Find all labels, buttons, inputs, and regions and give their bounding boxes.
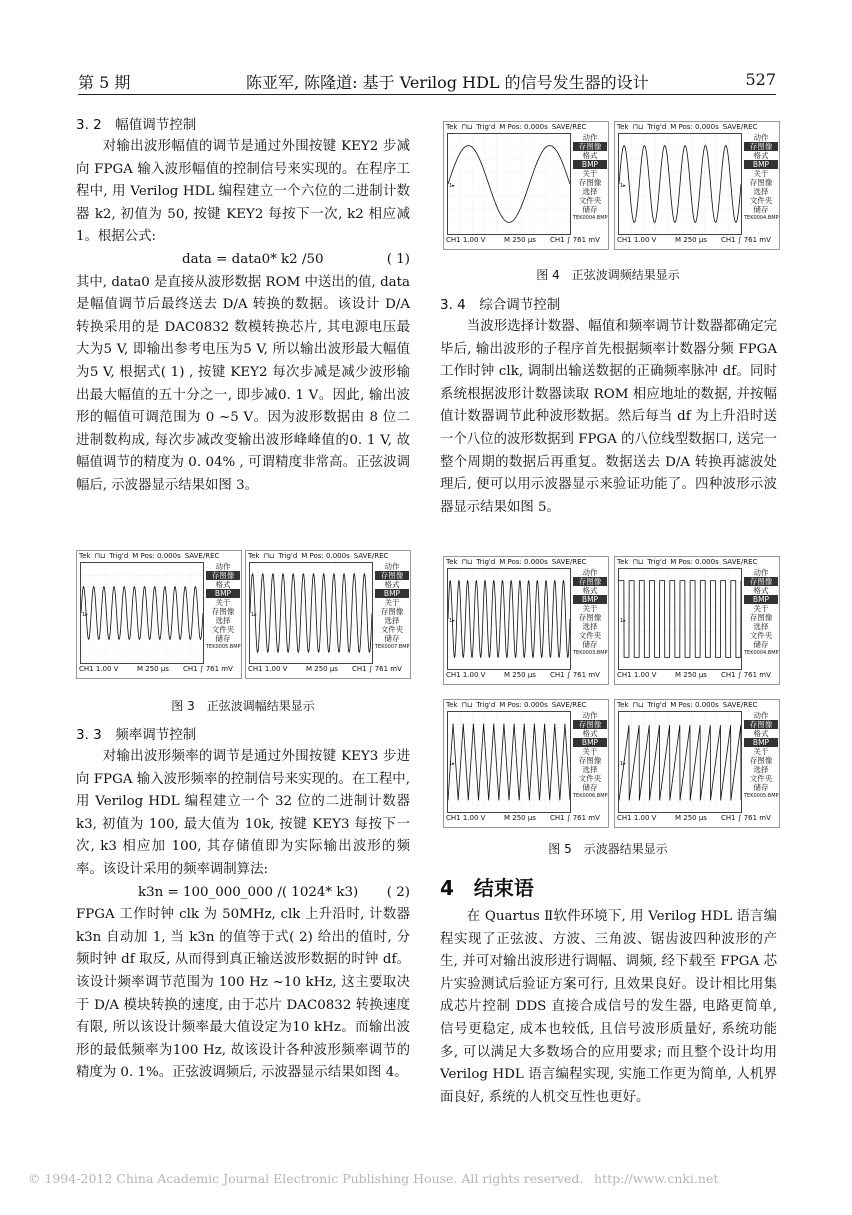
- channel-marker-icon: 1▸: [620, 761, 626, 767]
- equation-1-number: ( 1): [386, 251, 410, 267]
- menu-item-m3: 格式: [753, 586, 769, 595]
- ch1-scale: CH1 1.00 V: [248, 665, 288, 673]
- menu-item-m6: 存图像: [380, 607, 404, 616]
- trigger-status: Trig'd: [109, 552, 129, 560]
- trigger-status: Trig'd: [476, 123, 496, 131]
- menu-item-m6: 存图像: [578, 178, 602, 187]
- timebase: M 250 μs: [675, 671, 707, 679]
- copyright-text: © 1994-2012 China Academic Journal Electronic Publishing House. All rights reserved.: [28, 1171, 584, 1186]
- right-column-mid: [440, 294, 777, 519]
- channel-marker-icon: 1▸: [251, 612, 257, 618]
- channel-marker-icon: 1▸: [449, 618, 455, 624]
- position-readout: M Pos: 0.000s: [670, 123, 719, 131]
- menu-item-m9: 储存: [582, 205, 598, 214]
- brand-label: Tek: [617, 123, 629, 131]
- timebase: M 250 μs: [306, 665, 338, 673]
- menu-item-m6: 存图像: [749, 613, 773, 622]
- page-number: 527: [745, 70, 776, 89]
- brand-label: Tek: [446, 558, 458, 566]
- article-title: 陈亚军, 陈隆道: 基于 Verilog HDL 的信号发生器的设计: [246, 73, 649, 92]
- trigger-level: CH1 ∫ 761 mV: [721, 814, 771, 822]
- channel-marker-icon: 1▸: [620, 183, 626, 189]
- file-name: TEK0006.BMP: [573, 793, 608, 799]
- save-label: SAVE/REC: [722, 123, 758, 131]
- menu-item-m8: 文件夹: [578, 196, 602, 205]
- timebase: M 250 μs: [675, 814, 707, 822]
- scope-status-bar: [79, 551, 239, 561]
- menu-item-m8: 文件夹: [578, 631, 602, 640]
- trigger-level: CH1 ∫ 761 mV: [550, 671, 600, 679]
- menu-item-m4: BMP: [744, 595, 778, 604]
- ch1-scale: CH1 1.00 V: [79, 665, 119, 673]
- scope-screen: [618, 711, 742, 813]
- menu-item-m6: 存图像: [749, 756, 773, 765]
- menu-item-m8: 文件夹: [749, 774, 773, 783]
- menu-item-m4: BMP: [744, 160, 778, 169]
- menu-item-m5: 关于: [753, 169, 769, 178]
- equation-2: [76, 882, 410, 905]
- menu-item-m2: 存图像: [744, 142, 778, 151]
- trigger-icon: ⊓⊔: [632, 123, 644, 131]
- file-name: TEK0004.BMP: [744, 215, 779, 221]
- menu-item-m3: 格式: [582, 586, 598, 595]
- menu-item-m6: 存图像: [578, 613, 602, 622]
- save-label: SAVE/REC: [722, 701, 758, 709]
- left-column-bottom: [76, 724, 410, 1085]
- ch1-scale: CH1 1.00 V: [617, 671, 657, 679]
- section-3-2-title: 3. 2 幅值调节控制: [76, 117, 197, 133]
- menu-item-m8: 文件夹: [749, 631, 773, 640]
- position-readout: M Pos: 0.000s: [499, 123, 548, 131]
- timebase: M 250 μs: [504, 671, 536, 679]
- trigger-level: CH1 ∫ 761 mV: [550, 814, 600, 822]
- scope-side-menu: [573, 568, 607, 670]
- menu-item-m7: 选择: [753, 187, 769, 196]
- menu-item-m1: 动作: [582, 711, 598, 720]
- menu-item-m6: 存图像: [578, 756, 602, 765]
- trigger-icon: ⊓⊔: [461, 558, 473, 566]
- scope-screen: [447, 133, 571, 235]
- right-column-bottom: [440, 906, 777, 1109]
- trigger-status: Trig'd: [647, 558, 667, 566]
- position-readout: M Pos: 0.000s: [499, 558, 548, 566]
- scope-fig5d-sawtooth: [614, 699, 780, 828]
- scope-screen: [249, 562, 373, 664]
- scope-screen: [447, 568, 571, 670]
- scope-fig5c-triangle: [443, 699, 609, 828]
- save-label: SAVE/REC: [184, 552, 220, 560]
- menu-item-m2: 存图像: [744, 720, 778, 729]
- position-readout: M Pos: 0.000s: [670, 558, 719, 566]
- menu-item-m6: 存图像: [211, 607, 235, 616]
- menu-item-m4: BMP: [375, 589, 409, 598]
- menu-item-m3: 格式: [582, 729, 598, 738]
- trigger-level: CH1 ∫ 761 mV: [721, 236, 771, 244]
- menu-item-m7: 选择: [753, 765, 769, 774]
- menu-item-m9: 储存: [215, 634, 231, 643]
- section-3-4-para-1: 当波形选择计数器、幅值和频率调节计数器都确定完毕后, 输出波形的子程序首先根据频率计数器分频 FPGA 工作时钟 clk, 调制出输送数据的正确频率脉冲 df。同时系统根据波形计数器读取 ROM 相应地址的数据, 并按幅值计数器调节此种波形数据。然后每当 df 为上升沿时送一个八位的波形数据到 FPGA 的八位线型数据口, 送完一整个周期的数据后再重复。数据送去 D/A 转换再滤波处理后, 便可以用示波器显示来验证功能了。四种波形示波器显示结果如图 5。: [440, 319, 777, 515]
- menu-item-m4: BMP: [573, 160, 607, 169]
- copyright-footer: [28, 1171, 824, 1186]
- menu-item-m9: 储存: [753, 205, 769, 214]
- menu-item-m5: 关于: [384, 598, 400, 607]
- menu-item-m7: 选择: [215, 616, 231, 625]
- menu-item-m1: 动作: [384, 562, 400, 571]
- scope-side-menu: [744, 711, 778, 813]
- menu-item-m7: 选择: [384, 616, 400, 625]
- timebase: M 250 μs: [504, 814, 536, 822]
- brand-label: Tek: [617, 701, 629, 709]
- menu-item-m8: 文件夹: [749, 196, 773, 205]
- ch1-scale: CH1 1.00 V: [446, 671, 486, 679]
- menu-item-m8: 文件夹: [578, 774, 602, 783]
- trigger-status: Trig'd: [476, 701, 496, 709]
- running-header: [78, 68, 776, 95]
- timebase: M 250 μs: [504, 236, 536, 244]
- scope-side-menu: [375, 562, 409, 664]
- save-label: SAVE/REC: [551, 558, 587, 566]
- menu-item-m1: 动作: [753, 711, 769, 720]
- figure-4-caption: 图 4 正弦波调频结果显示: [536, 268, 680, 282]
- menu-item-m5: 关于: [582, 747, 598, 756]
- figure-3-caption: 图 3 正弦波调幅结果显示: [171, 699, 315, 713]
- brand-label: Tek: [446, 701, 458, 709]
- scope-screen: [80, 562, 204, 664]
- save-label: SAVE/REC: [722, 558, 758, 566]
- scope-status-bar: [248, 551, 408, 561]
- menu-item-m2: 存图像: [375, 571, 409, 580]
- figure-5-caption: 图 5 示波器结果显示: [548, 842, 668, 856]
- equation-1: [76, 249, 410, 272]
- menu-item-m6: 存图像: [749, 178, 773, 187]
- menu-item-m8: 文件夹: [380, 625, 404, 634]
- trigger-icon: ⊓⊔: [461, 701, 473, 709]
- position-readout: M Pos: 0.000s: [670, 701, 719, 709]
- scope-fig3a: [76, 550, 242, 679]
- timebase: M 250 μs: [137, 665, 169, 673]
- waveform-trace: [619, 725, 741, 800]
- trigger-icon: ⊓⊔: [632, 701, 644, 709]
- section-3-3-para-2: FPGA 工作时钟 clk 为 50MHz, clk 上升沿时, 计数器 k3n 自动加 1, 当 k3n 的值等于式( 2) 给出的值时, 分频时钟 df 取反, 从而得到真正输送波形数据的时钟 df。该设计频率调节范围为 100 Hz ~10 kHz, 这主要取决于 D/A 模块转换的速度, 由于芯片 DAC0832 转换速度有限, 所以该设计频率最大值设定为10 kHz。而输出波形的最低频率为100 Hz, 故该设计各种波形频率调节的精度为 0. 1%。正弦波调频后, 示波器显示结果如图 4。: [76, 907, 410, 1081]
- scope-status-bar: [446, 557, 606, 567]
- menu-item-m8: 文件夹: [211, 625, 235, 634]
- file-name: TEK0005.BMP: [206, 644, 241, 650]
- scope-screen: [618, 568, 742, 670]
- section-3-4-title: 3. 4 综合调节控制: [440, 297, 561, 313]
- equation-2-formula: k3n = 100_000_000 /( 1024* k3): [138, 884, 359, 900]
- trigger-level: CH1 ∫ 761 mV: [721, 671, 771, 679]
- menu-item-m2: 存图像: [573, 577, 607, 586]
- menu-item-m1: 动作: [582, 133, 598, 142]
- menu-item-m9: 储存: [753, 640, 769, 649]
- scope-status-bar: [446, 700, 606, 710]
- position-readout: M Pos: 0.000s: [132, 552, 181, 560]
- menu-item-m7: 选择: [753, 622, 769, 631]
- scope-fig5a-sine: [443, 556, 609, 685]
- scope-fig4b: [614, 121, 780, 250]
- scope-screen: [447, 711, 571, 813]
- menu-item-m5: 关于: [215, 598, 231, 607]
- trigger-level: CH1 ∫ 761 mV: [352, 665, 402, 673]
- menu-item-m9: 储存: [384, 634, 400, 643]
- section-3-2-para-2: 其中, data0 是直接从波形数据 ROM 中送出的值, data 是幅值调节后最终送去 D/A 转换的数据。该设计 D/A 转换采用的是 DAC0832 数模转换芯片, 其电源电压最大为5 V, 即输出参考电压为5 V, 所以输出波形最大幅值为5 V, 根据式( 1) , 按键 KEY2 每次步减是减少波形输出最大幅值的五十分之一, 即步减0. 1 V。因此, 输出波形的幅值可调范围为 0 ~5 V。因为波形数据由 8 位二进制数构成, 每次步减改变输出波形峰峰值的0. 1 V, 故幅值调节的精度为 0. 04% , 可谓精度非常高。正弦波调幅后, 示波器显示结果如图 3。: [76, 274, 410, 493]
- trigger-level: CH1 ∫ 761 mV: [183, 665, 233, 673]
- menu-item-m3: 格式: [384, 580, 400, 589]
- scope-fig3b: [245, 550, 411, 679]
- trigger-status: Trig'd: [278, 552, 298, 560]
- channel-marker-icon: 1▸: [449, 761, 455, 767]
- scope-status-bar: [446, 122, 606, 132]
- scope-side-menu: [744, 133, 778, 235]
- menu-item-m7: 选择: [582, 622, 598, 631]
- equation-2-number: ( 2): [386, 884, 410, 900]
- menu-item-m5: 关于: [582, 604, 598, 613]
- menu-item-m5: 关于: [582, 169, 598, 178]
- menu-item-m2: 存图像: [573, 142, 607, 151]
- menu-item-m4: BMP: [744, 738, 778, 747]
- menu-item-m7: 选择: [582, 765, 598, 774]
- scope-screen: [618, 133, 742, 235]
- menu-item-m9: 储存: [582, 783, 598, 792]
- trigger-status: Trig'd: [647, 123, 667, 131]
- menu-item-m4: BMP: [573, 595, 607, 604]
- scope-side-menu: [573, 711, 607, 813]
- section-3-2-para-1: 对输出波形幅值的调节是通过外围按键 KEY2 步减向 FPGA 输入波形幅值的控制信号来实现的。在程序工程中, 用 Verilog HDL 编程建立一个六位的二进制计数器 k2, 初值为 50, 按键 KEY2 每按下一次, k2 相应减 1。根据公式:: [76, 139, 410, 245]
- save-label: SAVE/REC: [551, 701, 587, 709]
- channel-marker-icon: 1▸: [82, 612, 88, 618]
- channel-marker-icon: 1▸: [449, 183, 455, 189]
- menu-item-m3: 格式: [753, 729, 769, 738]
- ch1-scale: CH1 1.00 V: [446, 814, 486, 822]
- section-4-title: 4 结束语: [440, 876, 534, 900]
- equation-1-formula: data = data0* k2 /50: [182, 251, 324, 267]
- menu-item-m4: BMP: [206, 589, 240, 598]
- menu-item-m3: 格式: [215, 580, 231, 589]
- position-readout: M Pos: 0.000s: [301, 552, 350, 560]
- brand-label: Tek: [617, 558, 629, 566]
- menu-item-m9: 储存: [753, 783, 769, 792]
- brand-label: Tek: [248, 552, 260, 560]
- save-label: SAVE/REC: [353, 552, 389, 560]
- scope-status-bar: [617, 557, 777, 567]
- section-3-3-para-1: 对输出波形频率的调节是通过外围按键 KEY3 步进向 FPGA 输入波形频率的控制信号来实现的。在工程中, 用 Verilog HDL 编程建立一个 32 位的二进制计数器 k3, 初值为 100, 最大值为 10k, 按键 KEY3 每按下一次, k3 相应加 100, 其存储值即为实际输出波形的频率。该设计采用的频率调制算法:: [76, 749, 410, 877]
- menu-item-m2: 存图像: [206, 571, 240, 580]
- section-3-3-title: 3. 3 频率调节控制: [76, 727, 197, 743]
- scope-status-bar: [617, 122, 777, 132]
- save-label: SAVE/REC: [551, 123, 587, 131]
- menu-item-m1: 动作: [215, 562, 231, 571]
- file-name: TEK0005.BMP: [744, 793, 779, 799]
- trigger-icon: ⊓⊔: [632, 558, 644, 566]
- file-name: TEK0007.BMP: [375, 644, 410, 650]
- menu-item-m4: BMP: [573, 738, 607, 747]
- left-column-top: [76, 114, 410, 498]
- scope-side-menu: [573, 133, 607, 235]
- menu-item-m9: 储存: [582, 640, 598, 649]
- trigger-icon: ⊓⊔: [263, 552, 275, 560]
- position-readout: M Pos: 0.000s: [499, 701, 548, 709]
- scope-fig4a: [443, 121, 609, 250]
- menu-item-m5: 关于: [753, 604, 769, 613]
- brand-label: Tek: [446, 123, 458, 131]
- scope-status-bar: [617, 700, 777, 710]
- menu-item-m3: 格式: [582, 151, 598, 160]
- menu-item-m3: 格式: [753, 151, 769, 160]
- scope-side-menu: [206, 562, 240, 664]
- footer-url: http://www.cnki.net: [594, 1171, 719, 1186]
- timebase: M 250 μs: [675, 236, 707, 244]
- ch1-scale: CH1 1.00 V: [446, 236, 486, 244]
- issue-number: 第 5 期: [78, 73, 131, 92]
- trigger-level: CH1 ∫ 761 mV: [550, 236, 600, 244]
- channel-marker-icon: 1▸: [620, 618, 626, 624]
- scope-fig5b-square: [614, 556, 780, 685]
- section-4-para-1: 在 Quartus Ⅱ软件环境下, 用 Verilog HDL 语言编程实现了正弦波、方波、三角波、锯齿波四种波形的产生, 并可对输出波形进行调幅、调频, 经下载至 FPGA 芯片实验测试后验证方案可行, 且效果良好。设计相比用集成芯片控制 DDS 直接合成信号的发生器, 电路更简单, 信号更稳定, 成本也较低, 且信号波形质量好, 系统功能多, 可以满足大多数场合的应用要求; 而且整个设计均用 Verilog HDL 语言编程实现, 实施工作更为简单, 人机界面良好, 系统的人机交互性也更好。: [440, 909, 777, 1105]
- scope-side-menu: [744, 568, 778, 670]
- file-name: TEK0004.BMP: [744, 650, 779, 656]
- ch1-scale: CH1 1.00 V: [617, 814, 657, 822]
- menu-item-m5: 关于: [753, 747, 769, 756]
- file-name: TEK0004.BMP: [573, 215, 608, 221]
- menu-item-m7: 选择: [582, 187, 598, 196]
- brand-label: Tek: [79, 552, 91, 560]
- menu-item-m1: 动作: [582, 568, 598, 577]
- menu-item-m1: 动作: [753, 133, 769, 142]
- trigger-status: Trig'd: [647, 701, 667, 709]
- menu-item-m1: 动作: [753, 568, 769, 577]
- trigger-icon: ⊓⊔: [461, 123, 473, 131]
- file-name: TEK0003.BMP: [573, 650, 608, 656]
- menu-item-m2: 存图像: [573, 720, 607, 729]
- trigger-icon: ⊓⊔: [94, 552, 106, 560]
- trigger-status: Trig'd: [476, 558, 496, 566]
- ch1-scale: CH1 1.00 V: [617, 236, 657, 244]
- menu-item-m2: 存图像: [744, 577, 778, 586]
